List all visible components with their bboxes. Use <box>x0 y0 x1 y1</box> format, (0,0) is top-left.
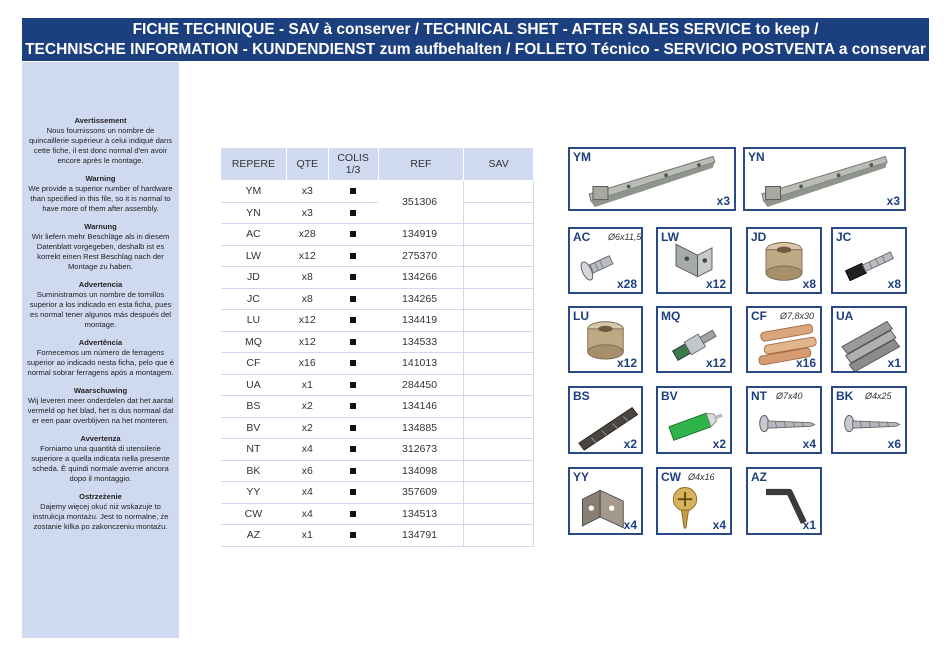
repere-cell: JD <box>221 267 287 289</box>
ref-cell: 134265 <box>378 288 464 310</box>
checkbox-square-icon <box>350 274 356 280</box>
part-box-ym <box>568 147 736 211</box>
qte-cell: x2 <box>286 396 328 418</box>
warning-title: Avvertenza <box>80 434 121 443</box>
checkbox-square-icon <box>350 188 356 194</box>
repere-cell: CW <box>221 503 287 525</box>
part-box-az <box>746 467 822 535</box>
col-ref: REF <box>378 148 464 181</box>
ref-cell: 134533 <box>378 331 464 353</box>
checkbox-square-icon <box>350 489 356 495</box>
qte-cell: x2 <box>286 417 328 439</box>
part-box-cf <box>746 306 822 373</box>
qte-cell: x8 <box>286 267 328 289</box>
warning-text: Wir liefern mehr Beschläge als in diesem Datenblatt vorgegeben, deshalb ist es korrekt einen Rest Beschlag nach der Montage zu haben. <box>31 232 170 271</box>
qte-cell: x4 <box>286 482 328 504</box>
warning-text: Nous fournissons un nombre de quincaillerie supérieur à celui indiqué dans cette fiche, il est donc normal d'en avoir encore après le montage. <box>28 126 173 165</box>
repere-cell: YN <box>221 202 287 224</box>
qte-cell: x1 <box>286 525 328 547</box>
part-code: YM <box>573 150 591 164</box>
checkbox-square-icon <box>350 317 356 323</box>
part-code: MQ <box>661 309 681 323</box>
qte-cell: x28 <box>286 224 328 246</box>
part-quantity: x4 <box>802 437 816 451</box>
sav-cell[interactable] <box>464 310 534 332</box>
part-quantity: x1 <box>802 518 816 532</box>
table-row <box>221 181 534 203</box>
table-header-row <box>221 148 534 181</box>
sav-cell[interactable] <box>464 439 534 461</box>
sav-cell[interactable] <box>464 288 534 310</box>
table-row <box>221 525 534 547</box>
part-box-mq <box>656 306 732 373</box>
colis-cell <box>328 417 378 439</box>
ref-cell: 134266 <box>378 267 464 289</box>
sav-cell[interactable] <box>464 353 534 375</box>
ref-cell: 134919 <box>378 224 464 246</box>
part-code: LW <box>661 230 679 244</box>
part-box-lw <box>656 227 732 294</box>
colis-cell <box>328 310 378 332</box>
part-box-jc <box>831 227 907 294</box>
part-box-ua <box>831 306 907 373</box>
ref-cell: 275370 <box>378 245 464 267</box>
part-quantity: x2 <box>623 437 637 451</box>
qte-cell: x4 <box>286 503 328 525</box>
checkbox-square-icon <box>350 339 356 345</box>
ref-cell: 134791 <box>378 525 464 547</box>
header-line-1: FICHE TECHNIQUE - SAV à conserver / TECHNICAL SHET - AFTER SALES SERVICE to keep / <box>132 21 819 38</box>
repere-cell: MQ <box>221 331 287 353</box>
sav-cell[interactable] <box>464 525 534 547</box>
ref-cell: 134885 <box>378 417 464 439</box>
part-box-yy <box>568 467 643 535</box>
qte-cell: x8 <box>286 288 328 310</box>
part-quantity: x1 <box>887 356 901 370</box>
repere-cell: CF <box>221 353 287 375</box>
table-row <box>221 482 534 504</box>
repere-cell: UA <box>221 374 287 396</box>
part-quantity: x2 <box>712 437 726 451</box>
warning-block-de <box>27 222 174 272</box>
colis-cell <box>328 396 378 418</box>
colis-cell <box>328 288 378 310</box>
checkbox-square-icon <box>350 403 356 409</box>
ref-cell: 134513 <box>378 503 464 525</box>
part-code: JC <box>836 230 852 244</box>
warning-title: Advertencia <box>78 280 123 289</box>
sav-cell[interactable] <box>464 267 534 289</box>
part-box-jd <box>746 227 822 294</box>
qte-cell: x6 <box>286 460 328 482</box>
warning-title: Waarschuwing <box>73 386 128 395</box>
repere-cell: AC <box>221 224 287 246</box>
warning-title: Ostrzeżenie <box>79 492 122 501</box>
col-sav: SAV <box>464 148 534 181</box>
part-code: JD <box>751 230 767 244</box>
qte-cell: x12 <box>286 331 328 353</box>
qte-cell: x12 <box>286 245 328 267</box>
qte-cell: x3 <box>286 181 328 203</box>
part-code: UA <box>836 309 854 323</box>
part-code: YN <box>748 150 765 164</box>
col-colis: COLIS 1/3 <box>328 148 378 181</box>
sav-cell[interactable] <box>464 202 534 224</box>
repere-cell: YM <box>221 181 287 203</box>
drawer-runner-icon <box>745 149 904 209</box>
table-row <box>221 224 534 246</box>
table-row <box>221 288 534 310</box>
warning-text: Dajemy więcej okuć niż wskazuje to instrukcja montażu. Jest to normalne, że zostanie kilka po zakonczeniu montażu. <box>32 502 169 531</box>
part-box-bs <box>568 386 643 454</box>
table-row <box>221 331 534 353</box>
table-body <box>221 181 534 547</box>
part-box-bk <box>831 386 907 454</box>
checkbox-square-icon <box>350 296 356 302</box>
part-code: AZ <box>751 470 767 484</box>
colis-cell <box>328 353 378 375</box>
part-quantity: x8 <box>887 277 901 291</box>
warning-text: We provide a superior number of hardware than specified in this file, so it is normal to have more of them after assembly. <box>28 184 173 213</box>
part-dimension: Ø7x40 <box>776 391 803 401</box>
part-quantity: x12 <box>705 356 726 370</box>
table-row <box>221 353 534 375</box>
ref-cell: 134146 <box>378 396 464 418</box>
sav-cell[interactable] <box>464 460 534 482</box>
part-box-lu <box>568 306 643 373</box>
checkbox-square-icon <box>350 425 356 431</box>
part-code: LU <box>573 309 589 323</box>
part-code: AC <box>573 230 591 244</box>
colis-cell <box>328 245 378 267</box>
warning-text: Wij leveren meer onderdelen dat het aantal vermeld op het blad, het is dus normaal dat er een paar overblijven na het monteren. <box>27 396 174 425</box>
qte-cell: x16 <box>286 353 328 375</box>
table-row <box>221 439 534 461</box>
warning-block-en <box>27 174 174 214</box>
checkbox-square-icon <box>350 446 356 452</box>
parts-table <box>220 147 534 547</box>
repere-cell: YY <box>221 482 287 504</box>
table-row <box>221 460 534 482</box>
page-header <box>22 18 929 61</box>
table-row <box>221 245 534 267</box>
part-quantity: x8 <box>802 277 816 291</box>
checkbox-square-icon <box>350 360 356 366</box>
ref-cell: 351306 <box>378 181 464 224</box>
warning-block-pt <box>27 338 174 378</box>
colis-cell <box>328 525 378 547</box>
part-quantity: x3 <box>886 194 900 208</box>
warning-title: Warnung <box>84 222 117 231</box>
colis-cell <box>328 331 378 353</box>
ref-cell: 141013 <box>378 353 464 375</box>
colis-cell <box>328 460 378 482</box>
part-quantity: x4 <box>623 518 637 532</box>
part-code: BK <box>836 389 854 403</box>
colis-cell <box>328 181 378 203</box>
repere-cell: LU <box>221 310 287 332</box>
repere-cell: JC <box>221 288 287 310</box>
sav-cell[interactable] <box>464 482 534 504</box>
table-row <box>221 310 534 332</box>
checkbox-square-icon <box>350 210 356 216</box>
colis-cell <box>328 267 378 289</box>
repere-cell: AZ <box>221 525 287 547</box>
sav-cell[interactable] <box>464 503 534 525</box>
qte-cell: x3 <box>286 202 328 224</box>
repere-cell: BK <box>221 460 287 482</box>
part-dimension: Ø4x25 <box>865 391 892 401</box>
sav-cell[interactable] <box>464 396 534 418</box>
ref-cell: 284450 <box>378 374 464 396</box>
ref-cell: 357609 <box>378 482 464 504</box>
part-box-nt <box>746 386 822 454</box>
drawer-runner-icon <box>570 149 734 209</box>
colis-cell <box>328 482 378 504</box>
checkbox-square-icon <box>350 532 356 538</box>
part-quantity: x12 <box>616 356 637 370</box>
warning-block-it <box>27 434 174 484</box>
colis-cell <box>328 503 378 525</box>
sav-cell[interactable] <box>464 417 534 439</box>
part-quantity: x6 <box>887 437 901 451</box>
header-line-2: TECHNISCHE INFORMATION - KUNDENDIENST zum aufbehalten / FOLLETO Técnico - SERVICIO POSTVENTA a conservar <box>25 41 926 58</box>
part-box-yn <box>743 147 906 211</box>
sav-cell[interactable] <box>464 331 534 353</box>
ref-cell: 134098 <box>378 460 464 482</box>
table-row <box>221 503 534 525</box>
ref-cell: 134419 <box>378 310 464 332</box>
checkbox-square-icon <box>350 253 356 259</box>
table-row <box>221 417 534 439</box>
part-box-cw <box>656 467 732 535</box>
col-qte: QTE <box>286 148 328 181</box>
warning-block-fr <box>27 116 174 166</box>
part-quantity: x12 <box>705 277 726 291</box>
part-code: BV <box>661 389 678 403</box>
warning-title: Advertência <box>78 338 123 347</box>
part-code: NT <box>751 389 767 403</box>
part-dimension: Ø4x16 <box>688 472 715 482</box>
colis-cell <box>328 224 378 246</box>
part-code: CW <box>661 470 681 484</box>
qte-cell: x1 <box>286 374 328 396</box>
colis-cell <box>328 439 378 461</box>
sav-cell[interactable] <box>464 374 534 396</box>
part-quantity: x3 <box>716 194 730 208</box>
qte-cell: x4 <box>286 439 328 461</box>
repere-cell: BV <box>221 417 287 439</box>
ref-cell: 312673 <box>378 439 464 461</box>
warning-sidebar <box>22 62 179 638</box>
part-quantity: x4 <box>712 518 726 532</box>
sav-cell[interactable] <box>464 181 534 203</box>
table-row <box>221 374 534 396</box>
colis-cell <box>328 202 378 224</box>
part-dimension: Ø6x11,5 <box>608 232 642 242</box>
checkbox-square-icon <box>350 468 356 474</box>
repere-cell: NT <box>221 439 287 461</box>
repere-cell: LW <box>221 245 287 267</box>
colis-cell <box>328 374 378 396</box>
part-box-bv <box>656 386 732 454</box>
table-row <box>221 202 534 224</box>
checkbox-square-icon <box>350 511 356 517</box>
sav-cell[interactable] <box>464 245 534 267</box>
checkbox-square-icon <box>350 382 356 388</box>
checkbox-square-icon <box>350 231 356 237</box>
part-code: CF <box>751 309 767 323</box>
warning-block-nl <box>27 386 174 426</box>
warning-text: Forniamo una quantitá di utensilerie superiore a quella indicata nella presente scheda. È quindi normale averne ancora dopo il montaggio. <box>31 444 170 483</box>
warning-title: Warning <box>85 174 116 183</box>
repere-cell: BS <box>221 396 287 418</box>
part-box-ac <box>568 227 643 294</box>
part-quantity: x16 <box>795 356 816 370</box>
sav-cell[interactable] <box>464 224 534 246</box>
part-code: YY <box>573 470 590 484</box>
warning-block-es <box>27 280 174 330</box>
warning-block-pl <box>27 492 174 532</box>
part-code: BS <box>573 389 590 403</box>
table-row <box>221 396 534 418</box>
warning-title: Avertissement <box>74 116 127 125</box>
qte-cell: x12 <box>286 310 328 332</box>
warning-text: Suministramos un nombre de tornillos superior a los indicado en esta ficha, pues es normal tener algunos más después del montage. <box>29 290 172 329</box>
part-quantity: x28 <box>616 277 637 291</box>
part-dimension: Ø7,8x30 <box>780 311 815 321</box>
table-row <box>221 267 534 289</box>
warning-text: Fornecemos um número de ferragens superior ao indicado nesta ficha, pelo que é normal sobrar ferragens após a montagem. <box>27 348 174 377</box>
col-repere: REPERE <box>221 148 287 181</box>
